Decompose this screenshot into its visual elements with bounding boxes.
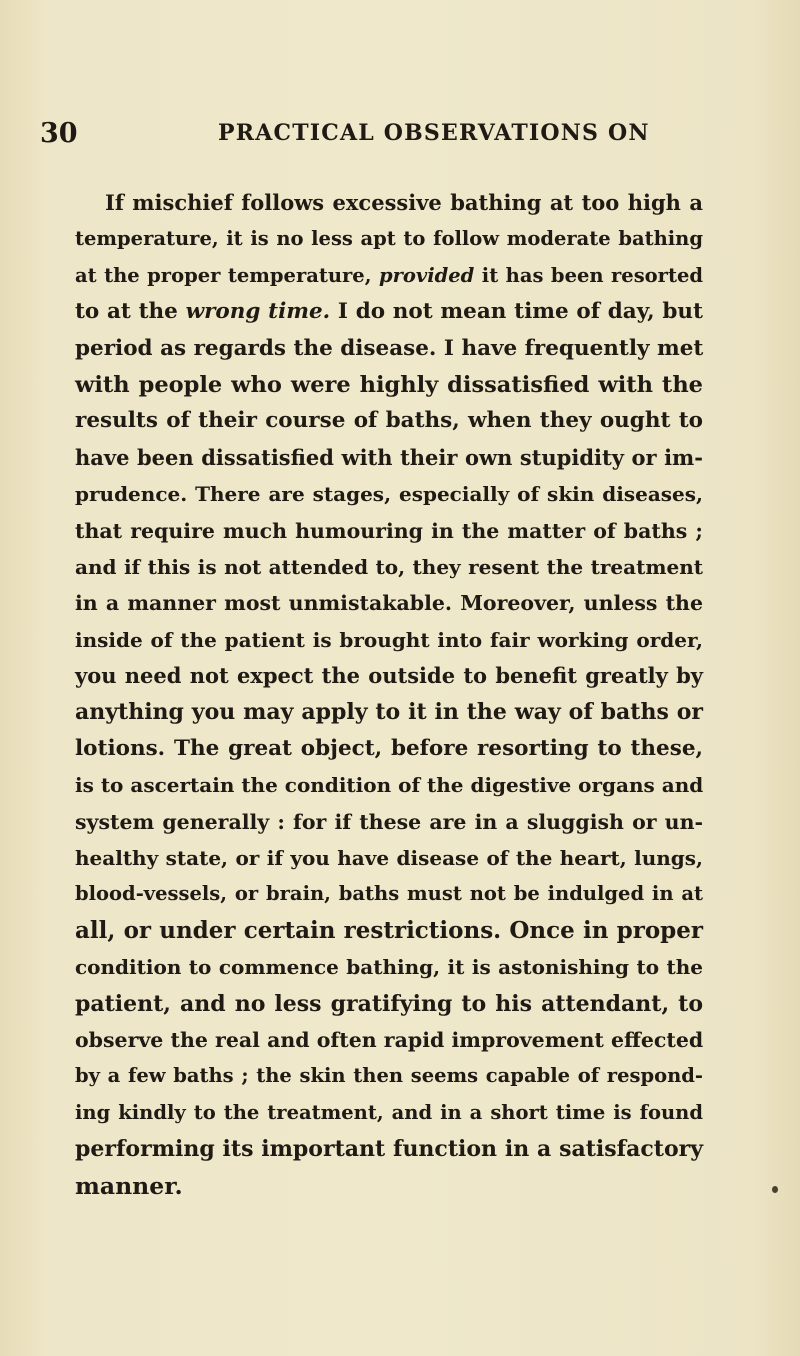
text-line: manner. <box>75 1171 183 1200</box>
italic-run: provided <box>378 263 475 287</box>
text-line: with people who were highly dissatisfied with the <box>75 371 703 398</box>
text-line: lotions. The great object, before resorting to these, <box>75 735 703 761</box>
text-line: performing its important function in a satisfactory <box>75 1136 703 1163</box>
text-line: all, or under certain restrictions. Once in proper <box>75 916 703 944</box>
text-line: that require much humouring in the matter of baths ; <box>75 518 703 543</box>
text-line: condition to commence bathing, it is astonishing to the <box>75 955 703 980</box>
text-run: at the proper temperature, <box>75 263 372 287</box>
text-line-mixed <box>75 294 703 330</box>
text-line: is to ascertain the condition of the digestive organs and <box>75 773 704 798</box>
text-line: system generally : for if these are in a sluggish or un- <box>75 809 703 834</box>
text-line: temperature, it is no less apt to follow moderate bathing <box>75 227 703 251</box>
text-line: and if this is not attended to, they resent the treatment <box>75 554 703 579</box>
text-line: healthy state, or if you have disease of the heart, lungs, <box>75 846 703 871</box>
text-run: to at the <box>75 299 178 325</box>
text-line: period as regards the disease. I have frequently met <box>75 335 704 361</box>
text-line: If mischief follows excessive bathing at too high a <box>105 190 703 215</box>
page-number: 30 <box>40 118 78 149</box>
page-header <box>40 118 760 158</box>
ink-speck <box>772 1186 778 1193</box>
text-line: anything you may apply to it in the way of baths or <box>75 699 703 726</box>
text-run: I do not mean time of day, but <box>337 299 703 325</box>
running-head: PRACTICAL OBSERVATIONS ON <box>218 120 650 146</box>
text-run: it has been resorted <box>481 263 704 287</box>
text-line-mixed <box>75 258 703 294</box>
text-line: by a few baths ; the skin then seems capable of respond- <box>75 1064 703 1088</box>
text-line: you need not expect the outside to benefit greatly by <box>75 663 703 689</box>
text-line: prudence. There are stages, especially of skin diseases, <box>75 482 703 507</box>
text-line: have been dissatisfied with their own stupidity or im- <box>75 444 703 470</box>
text-line: ing kindly to the treatment, and in a short time is found <box>75 1100 703 1124</box>
text-line: patient, and no less gratifying to his attendant, to <box>75 990 703 1017</box>
italic-run: wrong time. <box>185 299 331 325</box>
text-line: in a manner most unmistakable. Moreover, unless the <box>75 591 703 616</box>
text-line: blood-vessels, or brain, baths must not be indulged in at <box>75 882 703 906</box>
body-paragraph <box>75 185 703 1204</box>
text-line: inside of the patient is brought into fair working order, <box>75 627 703 652</box>
text-line: results of their course of baths, when they ought to <box>75 408 703 434</box>
text-line: observe the real and often rapid improvement effected <box>75 1027 704 1052</box>
